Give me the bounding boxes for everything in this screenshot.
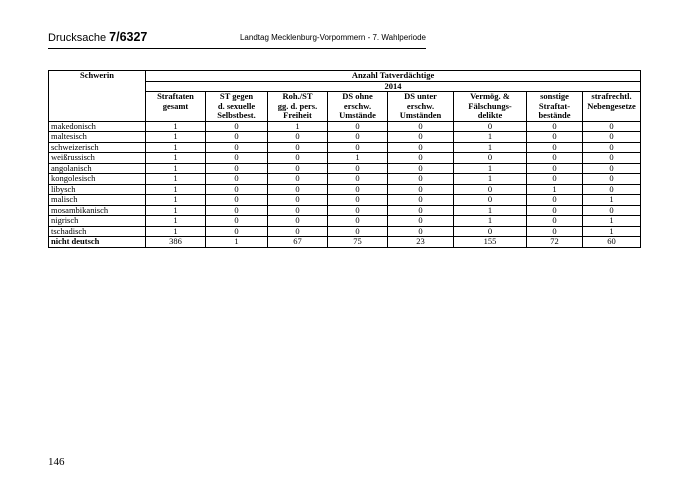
table-cell: 0 (454, 153, 527, 164)
table-row (49, 205, 641, 216)
table-cell: 0 (206, 163, 268, 174)
table-cell: 0 (583, 163, 641, 174)
row-label: weißrussisch (49, 153, 146, 164)
row-label: angolanisch (49, 163, 146, 174)
table-cell: 0 (388, 153, 454, 164)
column-header-line: Freiheit (283, 110, 312, 120)
table-cell: 0 (268, 142, 328, 153)
table-cell: 0 (454, 195, 527, 206)
column-header (527, 92, 583, 122)
row-label: makedonisch (49, 121, 146, 132)
table-cell: 1 (454, 205, 527, 216)
table-cell: 0 (388, 226, 454, 237)
table-cell: 1 (146, 121, 206, 132)
table-cell: 0 (583, 184, 641, 195)
table-cell: 67 (268, 237, 328, 248)
table-cell: 0 (527, 132, 583, 143)
table-cell: 0 (328, 121, 388, 132)
table-cell: 0 (206, 226, 268, 237)
column-header-line: Selbstbest. (217, 110, 256, 120)
page-header (48, 28, 426, 49)
table-cell: 0 (328, 195, 388, 206)
table-cell: 0 (328, 142, 388, 153)
table-cell: 0 (206, 174, 268, 185)
table-cell: 155 (454, 237, 527, 248)
column-header (268, 92, 328, 122)
table-cell: 0 (583, 121, 641, 132)
table-cell: 0 (527, 226, 583, 237)
legislature-period: Landtag Mecklenburg-Vorpommern - 7. Wahlperiode (239, 33, 426, 42)
table-cell: 72 (527, 237, 583, 248)
table-cell: 0 (206, 121, 268, 132)
table-cell: 0 (206, 153, 268, 164)
group-header: Anzahl Tatverdächtige (146, 71, 641, 82)
column-header-line: erschw. (406, 100, 435, 111)
table-cell: 0 (206, 184, 268, 195)
table-cell: 0 (268, 216, 328, 227)
column-header-line: gg. d. pers. (277, 100, 318, 111)
table-row (49, 184, 641, 195)
table-cell: 386 (146, 237, 206, 248)
table-cell: 0 (583, 153, 641, 164)
table-cell: 0 (268, 174, 328, 185)
row-label: kongolesisch (49, 174, 146, 185)
table-cell: 0 (206, 132, 268, 143)
column-header (206, 92, 268, 122)
table-cell: 1 (146, 174, 206, 185)
column-header-line: Nebengesetze (587, 100, 636, 111)
statistics-table (48, 70, 641, 248)
table-cell: 0 (328, 216, 388, 227)
column-header-line: Straftaten (157, 91, 194, 101)
table-cell: 1 (583, 216, 641, 227)
table-cell: 0 (527, 163, 583, 174)
table-cell: 1 (146, 205, 206, 216)
table-cell: 0 (454, 226, 527, 237)
table-cell: 0 (268, 195, 328, 206)
table-cell: 0 (527, 153, 583, 164)
table-cell: 1 (146, 184, 206, 195)
column-header-line: bestände (538, 110, 571, 120)
table-cell: 0 (527, 216, 583, 227)
table-row (49, 237, 641, 248)
column-header-line: Roh./ST (282, 91, 313, 101)
table-row (49, 216, 641, 227)
table-cell: 1 (146, 226, 206, 237)
doc-label: Drucksache (48, 32, 110, 44)
table-cell: 0 (583, 205, 641, 216)
year-header: 2014 (146, 81, 641, 92)
table-cell: 0 (328, 226, 388, 237)
table-cell: 1 (454, 142, 527, 153)
column-header-line: Vermög. & (470, 91, 510, 101)
table-cell: 75 (328, 237, 388, 248)
table-cell: 23 (388, 237, 454, 248)
table-cell: 1 (583, 226, 641, 237)
table-cell: 1 (454, 174, 527, 185)
column-header-line: sonstige (540, 91, 569, 101)
table-cell: 1 (146, 132, 206, 143)
table-row (49, 195, 641, 206)
table-cell: 0 (388, 174, 454, 185)
table-cell: 0 (388, 195, 454, 206)
table-cell: 0 (328, 163, 388, 174)
row-label: tschadisch (49, 226, 146, 237)
table-cell: 60 (583, 237, 641, 248)
column-header-line: strafrechtl. (591, 91, 632, 101)
table-cell: 0 (454, 121, 527, 132)
row-label: schweizerisch (49, 142, 146, 153)
table-cell: 1 (454, 163, 527, 174)
table-cell: 0 (206, 195, 268, 206)
table-cell: 0 (527, 174, 583, 185)
region-header: Schwerin (49, 71, 146, 122)
table-cell: 0 (328, 205, 388, 216)
table-cell: 0 (268, 132, 328, 143)
table-cell: 1 (146, 142, 206, 153)
row-label: maltesisch (49, 132, 146, 143)
table-cell: 0 (388, 163, 454, 174)
table-cell: 0 (206, 142, 268, 153)
table-cell: 0 (527, 142, 583, 153)
table-cell: 1 (268, 121, 328, 132)
table-cell: 0 (388, 184, 454, 195)
table-cell: 0 (583, 132, 641, 143)
table-cell: 0 (583, 174, 641, 185)
column-header-line: Straftat- (538, 100, 571, 111)
table-cell: 1 (146, 163, 206, 174)
column-header-line: erschw. (343, 100, 372, 111)
table-row (49, 142, 641, 153)
column-header (583, 92, 641, 122)
row-label: nigrisch (49, 216, 146, 227)
table-cell: 1 (206, 237, 268, 248)
table-cell: 0 (268, 163, 328, 174)
table-cell: 0 (328, 174, 388, 185)
table-cell: 1 (583, 195, 641, 206)
table-cell: 0 (328, 132, 388, 143)
table-cell: 1 (146, 195, 206, 206)
table-cell: 0 (527, 195, 583, 206)
table-cell: 0 (206, 216, 268, 227)
column-header-line: DS unter (404, 91, 437, 101)
column-header-line: DS ohne (342, 91, 373, 101)
table-row (49, 153, 641, 164)
document-id (48, 30, 147, 44)
table-cell: 0 (268, 153, 328, 164)
table-cell: 0 (388, 142, 454, 153)
table-row (49, 163, 641, 174)
column-header-line: gesamt (162, 100, 189, 111)
column-header-line: Fälschungs- (468, 100, 512, 111)
column-header (146, 92, 206, 122)
table-cell: 1 (146, 153, 206, 164)
column-header-line: Umstände (339, 110, 376, 120)
page-number: 146 (48, 456, 65, 468)
table-cell: 1 (527, 184, 583, 195)
table-cell: 1 (454, 216, 527, 227)
table-cell: 0 (268, 184, 328, 195)
table-cell: 0 (388, 121, 454, 132)
table-cell: 0 (527, 205, 583, 216)
table-row (49, 121, 641, 132)
column-header (454, 92, 527, 122)
table-cell: 1 (328, 153, 388, 164)
table-row (49, 226, 641, 237)
table-row (49, 174, 641, 185)
table-cell: 0 (388, 205, 454, 216)
row-label: mosambikanisch (49, 205, 146, 216)
column-header-line: d. sexuelle (217, 100, 256, 111)
row-label: malisch (49, 195, 146, 206)
table-cell: 0 (268, 226, 328, 237)
row-label: nicht deutsch (49, 237, 146, 248)
table-cell: 0 (388, 132, 454, 143)
table-cell: 0 (268, 205, 328, 216)
column-header (388, 92, 454, 122)
table-cell: 0 (328, 184, 388, 195)
table-cell: 0 (454, 184, 527, 195)
table-cell: 0 (527, 121, 583, 132)
row-label: libysch (49, 184, 146, 195)
column-header-line: delikte (477, 110, 503, 120)
table-cell: 0 (206, 205, 268, 216)
column-header-line: ST gegen (219, 91, 254, 101)
table-cell: 0 (388, 216, 454, 227)
table-row (49, 132, 641, 143)
doc-number: 7/6327 (109, 30, 148, 44)
table-cell: 1 (454, 132, 527, 143)
column-header-line: Umständen (399, 110, 442, 120)
column-header (328, 92, 388, 122)
table-cell: 0 (583, 142, 641, 153)
table-cell: 1 (146, 216, 206, 227)
